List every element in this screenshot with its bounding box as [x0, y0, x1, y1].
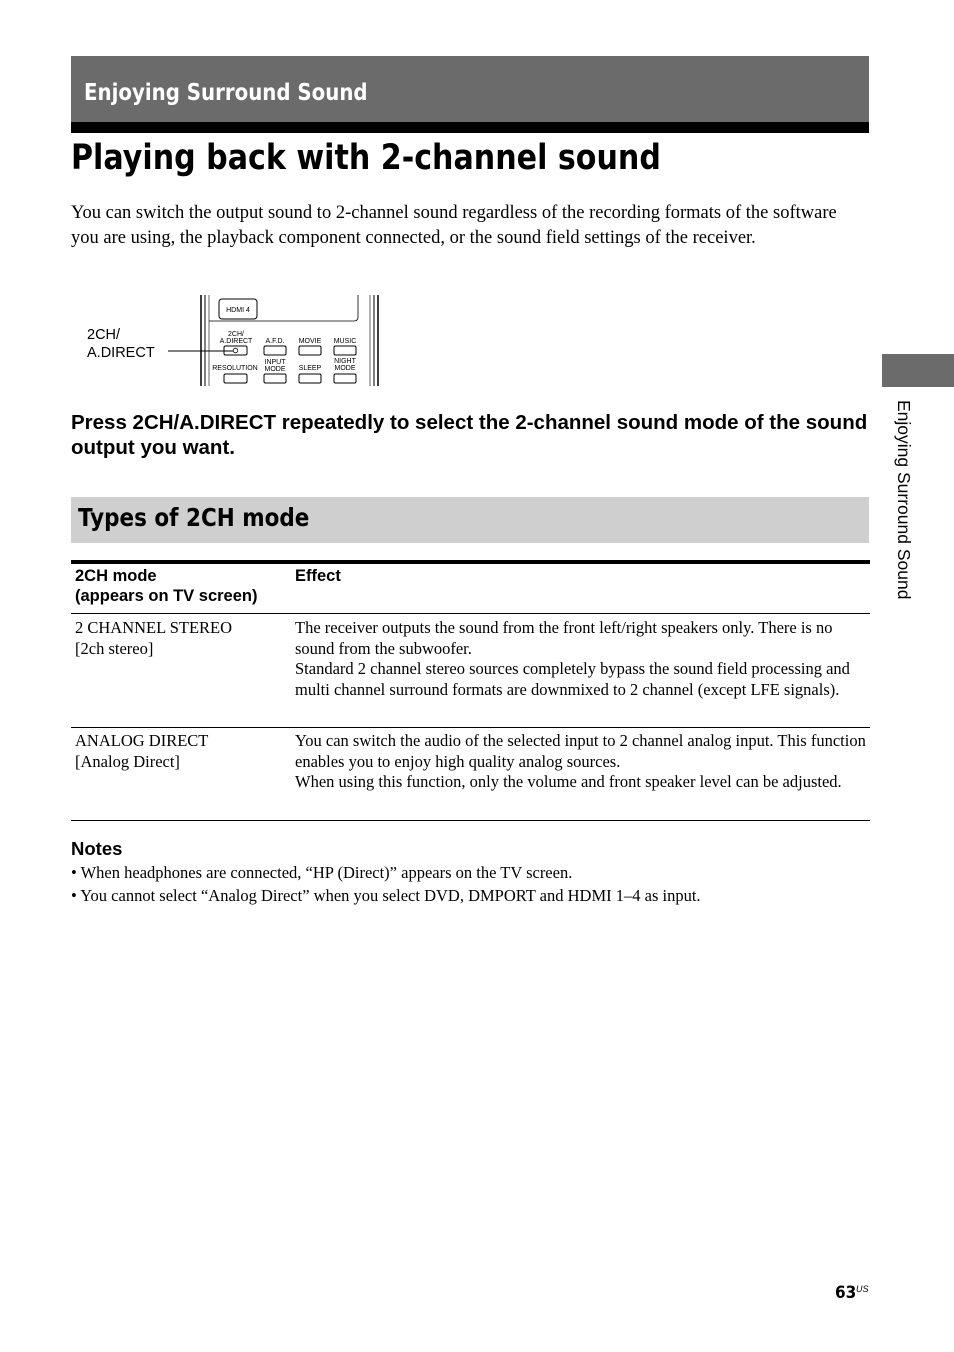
table-row-rule — [71, 727, 870, 728]
note-item: • You cannot select “Analog Direct” when you select DVD, DMPORT and HDMI 1–4 as input. — [71, 886, 701, 905]
notes-heading: Notes — [71, 838, 123, 859]
input-label-a: INPUT — [264, 359, 286, 366]
intro-paragraph: You can switch the output sound to 2-channel sound regardless of the recording formats of the software you are using, the playback component connected, or the sound field settings of the receiver. — [71, 203, 837, 248]
row-2-mode-display: [Analog Direct] — [75, 751, 180, 771]
resolution-button — [224, 374, 247, 383]
table-top-rule — [71, 560, 870, 564]
header-mode-line-2: (appears on TV screen) — [75, 587, 258, 605]
callout-line-1: 2CH/ — [87, 327, 121, 343]
resolution-label: RESOLUTION — [212, 365, 258, 372]
subsection-title: Types of 2CH mode — [78, 503, 310, 532]
music-label: MUSIC — [333, 338, 357, 345]
table-row-1-mode — [75, 618, 290, 659]
table-header-mode — [75, 566, 285, 606]
step-instruction: Press 2CH/A.DIRECT repeatedly to select the 2-channel sound mode of the sound output you want. — [71, 411, 868, 459]
table-bottom-rule — [71, 820, 870, 821]
side-section-label: Enjoying Surround Sound — [894, 400, 914, 600]
side-section-tab — [882, 354, 954, 387]
afd-label: A.F.D. — [265, 338, 285, 345]
row-1-effect-text-2: Standard 2 channel stereo sources completely bypass the sound field processing and multi channel surround formats are downmixed to 2 channel (except LFE signals). — [295, 659, 850, 700]
section-title: Enjoying Surround Sound — [84, 80, 368, 106]
banner-rule — [71, 122, 869, 133]
table-row-1-effect — [295, 618, 870, 701]
input-mode-button — [264, 374, 286, 383]
night-mode-button — [334, 374, 356, 383]
twoch-label-a: 2CH/ — [228, 331, 244, 338]
table-row-2-effect — [295, 731, 870, 793]
callout-line-2: A.DIRECT — [87, 345, 155, 361]
page-title: Playing back with 2-channel sound — [71, 138, 661, 178]
night-label-a: NIGHT — [334, 358, 356, 365]
afd-button — [264, 346, 286, 355]
sleep-label: SLEEP — [298, 365, 322, 372]
row-2-effect-text-1: You can switch the audio of the selected input to 2 channel analog input. This function enables you to enjoy high quality analog sources. — [295, 731, 866, 771]
twoch-label-b: A.DIRECT — [219, 338, 253, 345]
table-row-2-mode — [75, 731, 290, 772]
page-region-suffix: US — [856, 1284, 869, 1294]
page-number: 63 — [835, 1283, 857, 1303]
row-1-effect-text-1: The receiver outputs the sound from the front left/right speakers only. There is no sound from the subwoofer. — [295, 618, 833, 658]
row-2-mode-name: ANALOG DIRECT — [75, 731, 209, 750]
input-label-b: MODE — [264, 366, 286, 373]
row-2-effect-text-2: When using this function, only the volume and front speaker level can be adjusted. — [295, 772, 842, 792]
music-button — [334, 346, 356, 355]
table-header-rule — [71, 613, 870, 614]
row-1-mode-display: [2ch stereo] — [75, 638, 154, 658]
figure-callout-label — [87, 326, 155, 362]
row-1-mode-name: 2 CHANNEL STEREO — [75, 618, 233, 637]
note-item: • When headphones are connected, “HP (Direct)” appears on the TV screen. — [71, 863, 573, 882]
table-header-effect: Effect — [295, 567, 341, 585]
night-label-b: MODE — [334, 365, 356, 372]
header-mode-line-1: 2CH mode — [75, 567, 157, 585]
sleep-button — [299, 374, 321, 383]
remote-control-figure — [160, 292, 384, 388]
hdmi4-button-label: HDMI 4 — [226, 307, 250, 314]
movie-label: MOVIE — [298, 338, 322, 345]
movie-button — [299, 346, 321, 355]
